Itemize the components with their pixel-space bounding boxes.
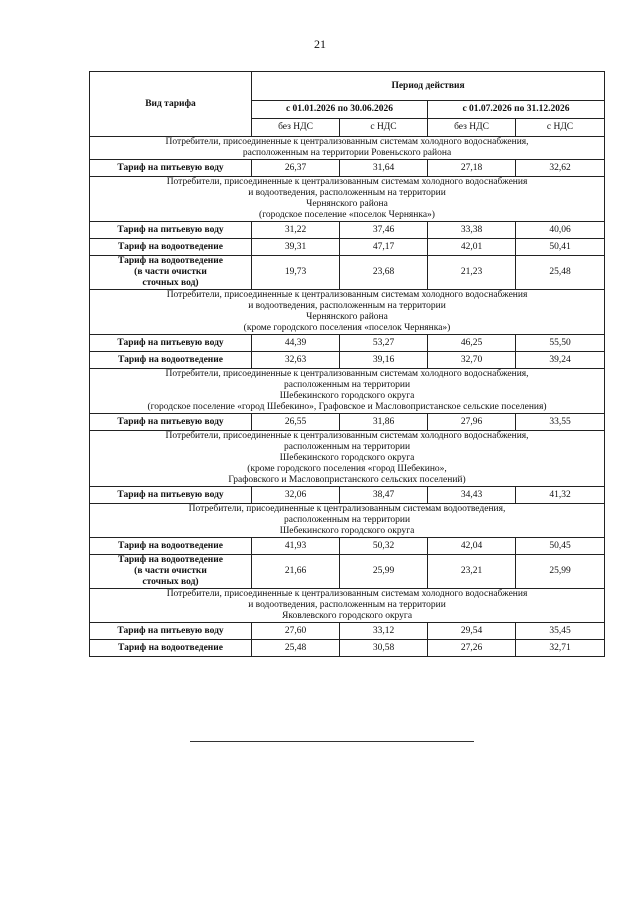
group-title-line: расположенным на территории — [283, 515, 411, 525]
group-title-line: (городское поселение «поселок Чернянка») — [259, 210, 435, 220]
tariff-value: 27,18 — [428, 160, 516, 177]
tariff-name — [90, 640, 252, 657]
tariff-name — [90, 623, 252, 640]
group-title-line: Шебекинского городского округа — [279, 391, 415, 401]
header-tax-1: без НДС — [252, 119, 340, 137]
group-header-row — [90, 290, 605, 335]
table-row — [90, 640, 605, 657]
group-header-row — [90, 504, 605, 538]
group-title — [90, 290, 605, 335]
group-title-line: Графовского и Масловопристанского сельских поселений) — [228, 475, 466, 485]
tariff-value: 34,43 — [428, 487, 516, 504]
group-title — [90, 137, 605, 160]
tariff-name — [90, 160, 252, 177]
table-row — [90, 160, 605, 177]
group-header-row — [90, 177, 605, 222]
tariff-name-line: сточных вод) — [142, 577, 199, 587]
group-header-row — [90, 431, 605, 487]
tariff-name — [90, 555, 252, 589]
tariff-value: 55,50 — [516, 335, 605, 352]
tariff-name-line: Тариф на водоотведение — [118, 555, 223, 565]
group-title-line: Потребители, присоединенные к централизованным системам холодного водоснабжения — [166, 177, 528, 187]
group-title — [90, 589, 605, 623]
tariff-value: 32,63 — [252, 352, 340, 369]
tariff-name-line: Тариф на питьевую воду — [117, 625, 224, 636]
table-row — [90, 623, 605, 640]
tariff-value: 23,68 — [340, 256, 428, 290]
tariff-name — [90, 335, 252, 352]
tariff-value: 39,24 — [516, 352, 605, 369]
group-title-line: Потребители, присоединенные к централизованным системам холодного водоснабжения — [166, 290, 528, 300]
table-row — [90, 555, 605, 589]
group-header-row — [90, 589, 605, 623]
tariff-name-line: (в части очистки — [134, 267, 207, 277]
table-row — [90, 239, 605, 256]
tariff-table — [89, 71, 605, 657]
group-title-line: Потребители, присоединенные к централизованным системам холодного водоснабжения — [166, 589, 528, 599]
tariff-value: 27,96 — [428, 414, 516, 431]
tariff-value: 39,16 — [340, 352, 428, 369]
tariff-value: 31,64 — [340, 160, 428, 177]
tariff-value: 50,45 — [516, 538, 605, 555]
tariff-name-line: Тариф на водоотведение — [118, 540, 223, 551]
tariff-value: 33,12 — [340, 623, 428, 640]
table-row — [90, 487, 605, 504]
group-title-line: (кроме городского поселения «поселок Чернянка») — [243, 323, 451, 333]
header-tax-2: с НДС — [340, 119, 428, 137]
tariff-value: 40,06 — [516, 222, 605, 239]
tariff-value: 32,06 — [252, 487, 340, 504]
header-tax-4: с НДС — [516, 119, 605, 137]
tariff-value: 21,23 — [428, 256, 516, 290]
tariff-name — [90, 239, 252, 256]
tariff-name — [90, 487, 252, 504]
group-title-line: Потребители, присоединенные к централизованным системам холодного водоснабжения, — [165, 369, 529, 379]
tariff-value: 25,48 — [252, 640, 340, 657]
tariff-name — [90, 256, 252, 290]
tariff-value: 50,32 — [340, 538, 428, 555]
tariff-value: 23,21 — [428, 555, 516, 589]
tariff-name — [90, 352, 252, 369]
tariff-value: 25,99 — [516, 555, 605, 589]
tariff-value: 21,66 — [252, 555, 340, 589]
tariff-value: 37,46 — [340, 222, 428, 239]
tariff-value: 25,48 — [516, 256, 605, 290]
tariff-value: 39,31 — [252, 239, 340, 256]
tariff-name — [90, 414, 252, 431]
group-title — [90, 504, 605, 538]
group-title-line: и водоотведения, расположенным на территории — [248, 600, 446, 610]
table-row — [90, 222, 605, 239]
table-body — [90, 137, 605, 657]
tariff-name — [90, 222, 252, 239]
header-tariff-type: Вид тарифа — [90, 72, 252, 137]
group-title-line: Чернянского района — [306, 199, 388, 209]
group-title-line: Шебекинского городского округа — [279, 453, 415, 463]
group-header-row — [90, 369, 605, 414]
tariff-name-line: Тариф на питьевую воду — [117, 162, 224, 173]
tariff-value: 41,93 — [252, 538, 340, 555]
group-title-line: Шебекинского городского округа — [279, 526, 415, 536]
group-title-line: (кроме городского поселения «город Шебекино», — [247, 464, 447, 474]
group-title-line: Потребители, присоединенные к централизованным системам холодного водоснабжения, — [165, 431, 529, 441]
tariff-value: 32,71 — [516, 640, 605, 657]
tariff-name-line: Тариф на питьевую воду — [117, 337, 224, 348]
group-title-line: расположенным на территории — [283, 380, 411, 390]
signature-rule — [190, 741, 474, 742]
tariff-name-line: Тариф на питьевую воду — [117, 489, 224, 500]
header-range-1: с 01.01.2026 по 30.06.2026 — [252, 101, 428, 119]
tariff-value: 27,26 — [428, 640, 516, 657]
tariff-value: 35,45 — [516, 623, 605, 640]
tariff-value: 33,38 — [428, 222, 516, 239]
tariff-name-line: Тариф на водоотведение — [118, 256, 223, 266]
tariff-value: 29,54 — [428, 623, 516, 640]
group-title-line: Потребители, присоединенные к централизованным системам холодного водоснабжения, — [165, 137, 529, 147]
tariff-value: 31,86 — [340, 414, 428, 431]
tariff-value: 19,73 — [252, 256, 340, 290]
group-title-line: и водоотведения, расположенным на территории — [248, 301, 446, 311]
tariff-name-line: Тариф на водоотведение — [118, 241, 223, 252]
tariff-value: 42,01 — [428, 239, 516, 256]
table-row — [90, 538, 605, 555]
tariff-value: 41,32 — [516, 487, 605, 504]
group-title-line: расположенным на территории Ровеньского района — [242, 148, 452, 158]
tariff-value: 42,04 — [428, 538, 516, 555]
group-title-line: Чернянского района — [306, 312, 388, 322]
tariff-value: 33,55 — [516, 414, 605, 431]
tariff-value: 26,55 — [252, 414, 340, 431]
tariff-value: 27,60 — [252, 623, 340, 640]
tariff-value: 30,58 — [340, 640, 428, 657]
tariff-name-line: Тариф на водоотведение — [118, 642, 223, 653]
header-period: Период действия — [252, 72, 605, 101]
table-row — [90, 352, 605, 369]
tariff-name — [90, 538, 252, 555]
group-title-line: (городское поселение «город Шебекино», Графовское и Масловопристанское сельские поселения) — [147, 402, 547, 412]
table-row — [90, 256, 605, 290]
group-title — [90, 431, 605, 487]
table-row — [90, 414, 605, 431]
header-range-2: с 01.07.2026 по 31.12.2026 — [428, 101, 605, 119]
tariff-name-line: сточных вод) — [142, 278, 199, 288]
tariff-value: 50,41 — [516, 239, 605, 256]
tariff-value: 32,62 — [516, 160, 605, 177]
tariff-value: 47,17 — [340, 239, 428, 256]
tariff-value: 26,37 — [252, 160, 340, 177]
group-title — [90, 369, 605, 414]
table-row — [90, 335, 605, 352]
tariff-value: 38,47 — [340, 487, 428, 504]
group-title-line: и водоотведения, расположенным на территории — [248, 188, 446, 198]
tariff-value: 32,70 — [428, 352, 516, 369]
tariff-name-line: Тариф на питьевую воду — [117, 224, 224, 235]
tariff-value: 25,99 — [340, 555, 428, 589]
tariff-value: 53,27 — [340, 335, 428, 352]
tariff-value: 46,25 — [428, 335, 516, 352]
tariff-name-line: Тариф на водоотведение — [118, 354, 223, 365]
tariff-value: 44,39 — [252, 335, 340, 352]
page-number: 21 — [314, 37, 326, 51]
tariff-value: 31,22 — [252, 222, 340, 239]
group-title — [90, 177, 605, 222]
group-header-row — [90, 137, 605, 160]
group-title-line: расположенным на территории — [283, 442, 411, 452]
tariff-name-line: Тариф на питьевую воду — [117, 416, 224, 427]
group-title-line: Яковлевского городского округа — [281, 611, 413, 621]
tariff-name-line: (в части очистки — [134, 566, 207, 576]
header-tax-3: без НДС — [428, 119, 516, 137]
group-title-line: Потребители, присоединенные к централизованным системам водоотведения, — [188, 504, 506, 514]
